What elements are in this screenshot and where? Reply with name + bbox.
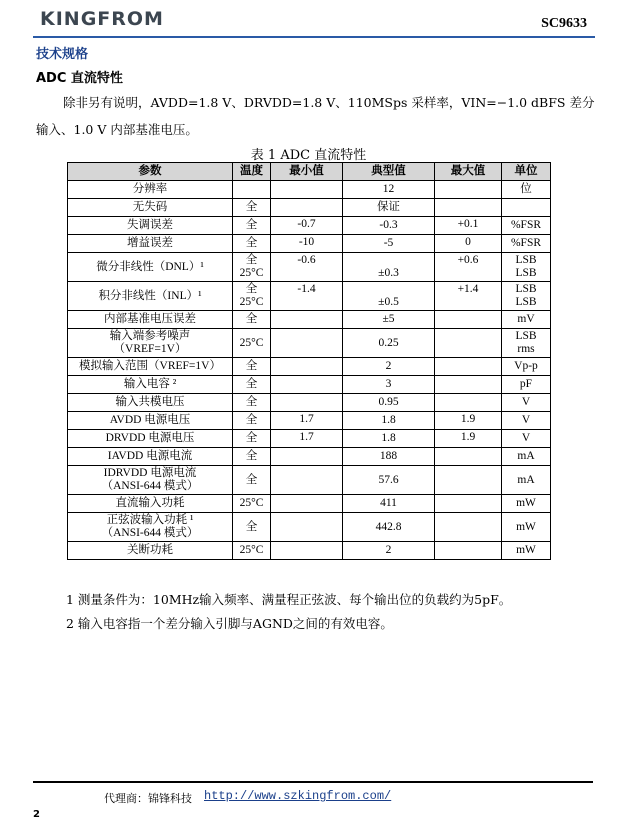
cell-typ: 2 (343, 358, 435, 376)
cell-temp: 全 (233, 217, 271, 235)
table-row (68, 311, 551, 329)
cell-unit: mW (502, 495, 551, 513)
cell-param: IAVDD 电源电流 (68, 448, 233, 466)
cell-min (271, 311, 343, 329)
model-number: SC9633 (541, 16, 587, 31)
table-body (68, 181, 551, 560)
cell-max (435, 358, 502, 376)
cell-min: -10 (271, 235, 343, 253)
cell-typ: ±0.3 (343, 253, 435, 282)
cell-unit: mA (502, 466, 551, 495)
cell-unit: mW (502, 542, 551, 560)
page-number: 2 (33, 809, 40, 820)
cell-min (271, 358, 343, 376)
table-row (68, 513, 551, 542)
cell-param: AVDD 电源电压 (68, 412, 233, 430)
cell-unit: V (502, 394, 551, 412)
cell-temp: 全 (233, 311, 271, 329)
cell-typ: 57.6 (343, 466, 435, 495)
cell-temp: 全 (233, 466, 271, 495)
cell-temp: 全 (233, 412, 271, 430)
table-row (68, 376, 551, 394)
cell-typ: 0.95 (343, 394, 435, 412)
cell-typ: 3 (343, 376, 435, 394)
cell-typ: 2 (343, 542, 435, 560)
cell-unit: 位 (502, 181, 551, 199)
cell-temp (233, 181, 271, 199)
header-typ: 典型值 (343, 163, 435, 181)
cell-unit: %FSR (502, 235, 551, 253)
cell-max: +1.4 (435, 282, 502, 311)
footer-divider (33, 781, 593, 783)
cell-typ: 1.8 (343, 430, 435, 448)
cell-param: 微分非线性（DNL）¹ (68, 253, 233, 282)
cell-typ: 0.25 (343, 329, 435, 358)
table-row (68, 253, 551, 282)
cell-param: 正弦波输入功耗 ¹ （ANSI-644 模式） (68, 513, 233, 542)
cell-temp: 全 (233, 394, 271, 412)
cell-max: +0.6 (435, 253, 502, 282)
cell-max (435, 199, 502, 217)
cell-temp: 全 (233, 376, 271, 394)
intro-paragraph: 除非另有说明，AVDD=1.8 V、DRVDD=1.8 V、110MSps 采样率，VIN=−1.0 dBFS 差分输入、1.0 V 内部基准电压。 (36, 95, 595, 137)
cell-max (435, 311, 502, 329)
section-title: 技术规格 (36, 47, 89, 62)
cell-max (435, 181, 502, 199)
table-row (68, 329, 551, 358)
cell-param: 失调误差 (68, 217, 233, 235)
cell-min (271, 466, 343, 495)
footnote-1: 1 测量条件为：10MHz输入频率、满量程正弦波、每个输出位的负载约为5pF。 (66, 592, 512, 607)
table-row (68, 495, 551, 513)
cell-min: -1.4 (271, 282, 343, 311)
subsection-title: ADC 直流特性 (36, 71, 123, 86)
cell-typ: 411 (343, 495, 435, 513)
cell-typ: 12 (343, 181, 435, 199)
cell-typ: ±0.5 (343, 282, 435, 311)
cell-param: 输入端参考噪声 （VREF=1V） (68, 329, 233, 358)
header-min: 最小值 (271, 163, 343, 181)
adc-dc-spec-table (67, 162, 551, 560)
cell-min (271, 513, 343, 542)
cell-temp: 25°C (233, 495, 271, 513)
table-row (68, 217, 551, 235)
cell-unit: LSB LSB (502, 253, 551, 282)
cell-temp: 全 25°C (233, 253, 271, 282)
table-header-row (68, 163, 551, 181)
cell-unit: LSB LSB (502, 282, 551, 311)
cell-temp: 全 25°C (233, 282, 271, 311)
cell-param: 输入电容 ² (68, 376, 233, 394)
cell-param: 分辨率 (68, 181, 233, 199)
cell-unit (502, 199, 551, 217)
cell-temp: 25°C (233, 542, 271, 560)
cell-unit: Vp-p (502, 358, 551, 376)
footer-agent: 代理商：锦锋科技 (104, 792, 192, 805)
table-row (68, 358, 551, 376)
cell-param: 输入共模电压 (68, 394, 233, 412)
cell-param: 积分非线性（INL）¹ (68, 282, 233, 311)
table-row (68, 235, 551, 253)
footer-website-link[interactable]: http://www.szkingfrom.com/ (204, 789, 392, 803)
cell-typ: 保证 (343, 199, 435, 217)
cell-max: 1.9 (435, 430, 502, 448)
table-row (68, 430, 551, 448)
cell-param: 关断功耗 (68, 542, 233, 560)
cell-temp: 全 (233, 199, 271, 217)
cell-typ: 442.8 (343, 513, 435, 542)
cell-max (435, 542, 502, 560)
table-row (68, 181, 551, 199)
header-param: 参数 (68, 163, 233, 181)
cell-max (435, 394, 502, 412)
cell-max (435, 513, 502, 542)
cell-min: -0.7 (271, 217, 343, 235)
cell-unit: V (502, 430, 551, 448)
cell-temp: 全 (233, 430, 271, 448)
cell-max (435, 329, 502, 358)
cell-min: 1.7 (271, 412, 343, 430)
cell-min (271, 329, 343, 358)
cell-min (271, 376, 343, 394)
table-row (68, 412, 551, 430)
cell-min: 1.7 (271, 430, 343, 448)
cell-param: 内部基准电压误差 (68, 311, 233, 329)
cell-unit: mA (502, 448, 551, 466)
cell-typ: 1.8 (343, 412, 435, 430)
cell-param: DRVDD 电源电压 (68, 430, 233, 448)
table-row (68, 199, 551, 217)
table-caption: 表 1 ADC 直流特性 (250, 148, 367, 163)
cell-unit: pF (502, 376, 551, 394)
cell-param: 增益误差 (68, 235, 233, 253)
cell-typ: ±5 (343, 311, 435, 329)
cell-min: -0.6 (271, 253, 343, 282)
cell-unit: V (502, 412, 551, 430)
cell-typ: 188 (343, 448, 435, 466)
cell-min (271, 394, 343, 412)
table-row (68, 542, 551, 560)
header-divider (33, 36, 595, 38)
cell-max (435, 466, 502, 495)
header-unit: 单位 (502, 163, 551, 181)
header-max: 最大值 (435, 163, 502, 181)
cell-temp: 全 (233, 358, 271, 376)
cell-min (271, 542, 343, 560)
company-logo: KINGFROM (40, 8, 164, 30)
cell-unit: LSB rms (502, 329, 551, 358)
table-row (68, 466, 551, 495)
cell-temp: 全 (233, 513, 271, 542)
cell-min (271, 199, 343, 217)
cell-min (271, 448, 343, 466)
table-row (68, 394, 551, 412)
cell-max (435, 376, 502, 394)
cell-param: IDRVDD 电源电流 （ANSI-644 模式） (68, 466, 233, 495)
cell-param: 直流输入功耗 (68, 495, 233, 513)
header-temp: 温度 (233, 163, 271, 181)
cell-param: 无失码 (68, 199, 233, 217)
footnote-2: 2 输入电容指一个差分输入引脚与AGND之间的有效电容。 (66, 616, 393, 631)
cell-unit: mV (502, 311, 551, 329)
table-row (68, 448, 551, 466)
cell-param: 模拟输入范围（VREF=1V） (68, 358, 233, 376)
cell-max (435, 448, 502, 466)
cell-temp: 25°C (233, 329, 271, 358)
cell-temp: 全 (233, 448, 271, 466)
cell-max: 1.9 (435, 412, 502, 430)
cell-max (435, 495, 502, 513)
cell-min (271, 181, 343, 199)
cell-min (271, 495, 343, 513)
table-row (68, 282, 551, 311)
cell-typ: -5 (343, 235, 435, 253)
cell-unit: %FSR (502, 217, 551, 235)
cell-typ: -0.3 (343, 217, 435, 235)
cell-max: +0.1 (435, 217, 502, 235)
cell-temp: 全 (233, 235, 271, 253)
cell-max: 0 (435, 235, 502, 253)
cell-unit: mW (502, 513, 551, 542)
